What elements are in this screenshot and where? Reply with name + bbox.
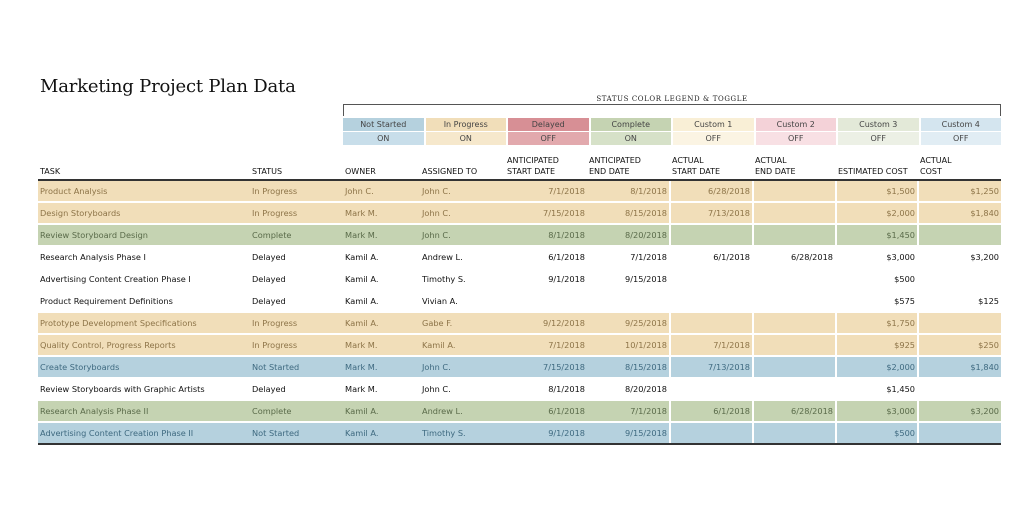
cell-anticipated-start: 7/15/2018: [505, 202, 587, 224]
cell-estimated-cost: $1,500: [836, 180, 918, 202]
legend-label: Custom 1: [673, 118, 754, 131]
legend-item-complete: [591, 118, 672, 145]
header-estimated-cost-text: ESTIMATED COST: [838, 167, 908, 176]
legend-toggle[interactable]: ON: [343, 132, 424, 145]
cell-actual-cost: $250: [918, 334, 1001, 356]
cell-anticipated-start: 8/1/2018: [505, 378, 587, 400]
cell-estimated-cost: $1,450: [836, 224, 918, 246]
cell-actual-start: 6/28/2018: [670, 180, 753, 202]
cell-estimated-cost: $1,450: [836, 378, 918, 400]
header-actual-end: [753, 150, 836, 180]
cell-task: Create Storyboards: [38, 356, 250, 378]
cell-status: In Progress: [250, 202, 343, 224]
legend-label: Custom 3: [838, 118, 919, 131]
cell-actual-cost: $125: [918, 290, 1001, 312]
cell-actual-end: [753, 180, 836, 202]
cell-estimated-cost: $3,000: [836, 246, 918, 268]
cell-actual-cost: [918, 268, 1001, 290]
cell-anticipated-start: 7/15/2018: [505, 356, 587, 378]
cell-actual-start: 7/1/2018: [670, 334, 753, 356]
cell-status: Not Started: [250, 356, 343, 378]
cell-actual-start: [670, 268, 753, 290]
cell-anticipated-start: 7/1/2018: [505, 334, 587, 356]
cell-actual-start: 7/13/2018: [670, 356, 753, 378]
status-legend: [343, 118, 1001, 145]
cell-actual-start: [670, 422, 753, 444]
cell-anticipated-start: 7/1/2018: [505, 180, 587, 202]
header-estimated-cost: [836, 150, 918, 180]
cell-anticipated-start: 9/1/2018: [505, 268, 587, 290]
cell-assigned: Andrew L.: [420, 246, 505, 268]
header-assigned: [420, 150, 505, 180]
header-assigned-text: ASSIGNED TO: [422, 167, 478, 176]
legend-label: Delayed: [508, 118, 589, 131]
table-row[interactable]: [38, 378, 1001, 400]
table-row[interactable]: [38, 334, 1001, 356]
cell-status: In Progress: [250, 312, 343, 334]
legend-toggle[interactable]: ON: [426, 132, 507, 145]
cell-actual-end: [753, 290, 836, 312]
header-anticipated-start: [505, 150, 587, 180]
cell-task: Review Storyboard Design: [38, 224, 250, 246]
cell-actual-start: [670, 290, 753, 312]
cell-status: Complete: [250, 400, 343, 422]
table-row[interactable]: [38, 202, 1001, 224]
cell-anticipated-end: 8/20/2018: [587, 224, 670, 246]
cell-status: Delayed: [250, 268, 343, 290]
cell-assigned: Timothy S.: [420, 268, 505, 290]
header-task-text: TASK: [40, 167, 61, 176]
cell-owner: Mark M.: [343, 378, 420, 400]
cell-anticipated-end: 8/1/2018: [587, 180, 670, 202]
cell-actual-end: 6/28/2018: [753, 400, 836, 422]
cell-status: Delayed: [250, 378, 343, 400]
cell-anticipated-start: 6/1/2018: [505, 246, 587, 268]
cell-owner: Kamil A.: [343, 422, 420, 444]
cell-anticipated-end: 8/15/2018: [587, 202, 670, 224]
cell-status: In Progress: [250, 334, 343, 356]
header-status-text: STATUS: [252, 167, 283, 176]
legend-toggle[interactable]: ON: [591, 132, 672, 145]
cell-anticipated-start: [505, 290, 587, 312]
header-status: [250, 150, 343, 180]
cell-owner: Mark M.: [343, 202, 420, 224]
cell-actual-end: [753, 224, 836, 246]
cell-task: Advertising Content Creation Phase II: [38, 422, 250, 444]
cell-status: Not Started: [250, 422, 343, 444]
table-row[interactable]: [38, 422, 1001, 444]
cell-owner: Kamil A.: [343, 268, 420, 290]
legend-label: Custom 2: [756, 118, 837, 131]
cell-actual-cost: $1,250: [918, 180, 1001, 202]
header-line: COST: [920, 167, 942, 176]
header-line: END DATE: [755, 167, 796, 176]
cell-actual-end: [753, 422, 836, 444]
header-line: START DATE: [672, 167, 721, 176]
legend-toggle[interactable]: OFF: [921, 132, 1002, 145]
cell-actual-end: [753, 334, 836, 356]
header-line: END DATE: [589, 167, 630, 176]
cell-actual-cost: [918, 224, 1001, 246]
cell-actual-end: [753, 378, 836, 400]
cell-actual-start: 6/1/2018: [670, 246, 753, 268]
cell-task: Design Storyboards: [38, 202, 250, 224]
cell-assigned: Andrew L.: [420, 400, 505, 422]
cell-estimated-cost: $3,000: [836, 400, 918, 422]
cell-anticipated-end: [587, 290, 670, 312]
cell-actual-end: [753, 202, 836, 224]
cell-anticipated-end: 10/1/2018: [587, 334, 670, 356]
cell-actual-end: [753, 356, 836, 378]
cell-status: In Progress: [250, 180, 343, 202]
legend-label: Custom 4: [921, 118, 1002, 131]
header-line: START DATE: [507, 167, 556, 176]
cell-status: Complete: [250, 224, 343, 246]
cell-anticipated-start: 8/1/2018: [505, 224, 587, 246]
cell-anticipated-end: 7/1/2018: [587, 246, 670, 268]
legend-title: STATUS COLOR LEGEND & TOGGLE: [596, 95, 748, 103]
cell-actual-start: [670, 224, 753, 246]
legend-toggle[interactable]: OFF: [508, 132, 589, 145]
cell-anticipated-start: 9/12/2018: [505, 312, 587, 334]
cell-actual-cost: $1,840: [918, 202, 1001, 224]
cell-owner: Mark M.: [343, 224, 420, 246]
cell-actual-cost: $1,840: [918, 356, 1001, 378]
cell-task: Quality Control, Progress Reports: [38, 334, 250, 356]
legend-label: Not Started: [343, 118, 424, 131]
legend-bracket: [343, 104, 1001, 116]
cell-actual-start: 7/13/2018: [670, 202, 753, 224]
cell-actual-start: [670, 378, 753, 400]
table-row[interactable]: [38, 180, 1001, 202]
legend-toggle[interactable]: OFF: [756, 132, 837, 145]
legend-item-not-started: [343, 118, 424, 145]
cell-task: Research Analysis Phase I: [38, 246, 250, 268]
cell-anticipated-end: 9/15/2018: [587, 268, 670, 290]
header-line: ANTICIPATED: [507, 156, 559, 165]
cell-actual-cost: $3,200: [918, 246, 1001, 268]
cell-task: Advertising Content Creation Phase I: [38, 268, 250, 290]
table-row[interactable]: [38, 400, 1001, 422]
cell-assigned: Kamil A.: [420, 334, 505, 356]
cell-owner: Kamil A.: [343, 246, 420, 268]
cell-assigned: Gabe F.: [420, 312, 505, 334]
header-actual-cost: [918, 150, 1001, 180]
cell-task: Review Storyboards with Graphic Artists: [38, 378, 250, 400]
cell-assigned: John C.: [420, 224, 505, 246]
cell-estimated-cost: $2,000: [836, 356, 918, 378]
cell-owner: Kamil A.: [343, 400, 420, 422]
cell-assigned: John C.: [420, 202, 505, 224]
legend-item-delayed: [508, 118, 589, 145]
cell-actual-cost: $3,200: [918, 400, 1001, 422]
table-header-row: [38, 150, 1001, 180]
header-line: ACTUAL: [755, 156, 787, 165]
header-task: [38, 150, 250, 180]
legend-item-in-progress: [426, 118, 507, 145]
cell-estimated-cost: $575: [836, 290, 918, 312]
header-owner: [343, 150, 420, 180]
cell-anticipated-end: 8/15/2018: [587, 356, 670, 378]
cell-actual-end: [753, 268, 836, 290]
page-title: Marketing Project Plan Data: [40, 76, 296, 97]
cell-task: Research Analysis Phase II: [38, 400, 250, 422]
header-actual-start: [670, 150, 753, 180]
legend-item-custom-2: [756, 118, 837, 145]
header-line: ACTUAL: [920, 156, 952, 165]
cell-estimated-cost: $2,000: [836, 202, 918, 224]
cell-status: Delayed: [250, 246, 343, 268]
cell-actual-cost: [918, 378, 1001, 400]
legend-toggle[interactable]: OFF: [838, 132, 919, 145]
header-line: ANTICIPATED: [589, 156, 641, 165]
cell-task: Product Requirement Definitions: [38, 290, 250, 312]
cell-owner: Kamil A.: [343, 290, 420, 312]
cell-anticipated-end: 9/25/2018: [587, 312, 670, 334]
cell-owner: Mark M.: [343, 356, 420, 378]
header-owner-text: OWNER: [345, 167, 376, 176]
legend-label: In Progress: [426, 118, 507, 131]
cell-estimated-cost: $1,750: [836, 312, 918, 334]
legend-item-custom-4: [921, 118, 1002, 145]
cell-actual-end: [753, 312, 836, 334]
table-row[interactable]: [38, 356, 1001, 378]
cell-actual-cost: [918, 312, 1001, 334]
project-plan-table: [38, 150, 1001, 445]
cell-owner: Kamil A.: [343, 312, 420, 334]
legend-toggle[interactable]: OFF: [673, 132, 754, 145]
legend-item-custom-1: [673, 118, 754, 145]
cell-actual-cost: [918, 422, 1001, 444]
cell-estimated-cost: $500: [836, 422, 918, 444]
header-line: ACTUAL: [672, 156, 704, 165]
cell-assigned: John C.: [420, 356, 505, 378]
cell-assigned: Vivian A.: [420, 290, 505, 312]
cell-status: Delayed: [250, 290, 343, 312]
table-row[interactable]: [38, 312, 1001, 334]
cell-anticipated-start: 9/1/2018: [505, 422, 587, 444]
cell-estimated-cost: $500: [836, 268, 918, 290]
cell-assigned: John C.: [420, 180, 505, 202]
cell-anticipated-start: 6/1/2018: [505, 400, 587, 422]
table-row[interactable]: [38, 224, 1001, 246]
legend-label: Complete: [591, 118, 672, 131]
cell-estimated-cost: $925: [836, 334, 918, 356]
cell-anticipated-end: 9/15/2018: [587, 422, 670, 444]
cell-anticipated-end: 8/20/2018: [587, 378, 670, 400]
cell-assigned: Timothy S.: [420, 422, 505, 444]
table-row[interactable]: [38, 246, 1001, 268]
header-anticipated-end: [587, 150, 670, 180]
cell-anticipated-end: 7/1/2018: [587, 400, 670, 422]
table-row[interactable]: [38, 268, 1001, 290]
cell-assigned: John C.: [420, 378, 505, 400]
cell-owner: Mark M.: [343, 334, 420, 356]
cell-task: Product Analysis: [38, 180, 250, 202]
cell-owner: John C.: [343, 180, 420, 202]
table-row[interactable]: [38, 290, 1001, 312]
cell-actual-start: [670, 312, 753, 334]
legend-item-custom-3: [838, 118, 919, 145]
cell-actual-start: 6/1/2018: [670, 400, 753, 422]
cell-actual-end: 6/28/2018: [753, 246, 836, 268]
cell-task: Prototype Development Specifications: [38, 312, 250, 334]
